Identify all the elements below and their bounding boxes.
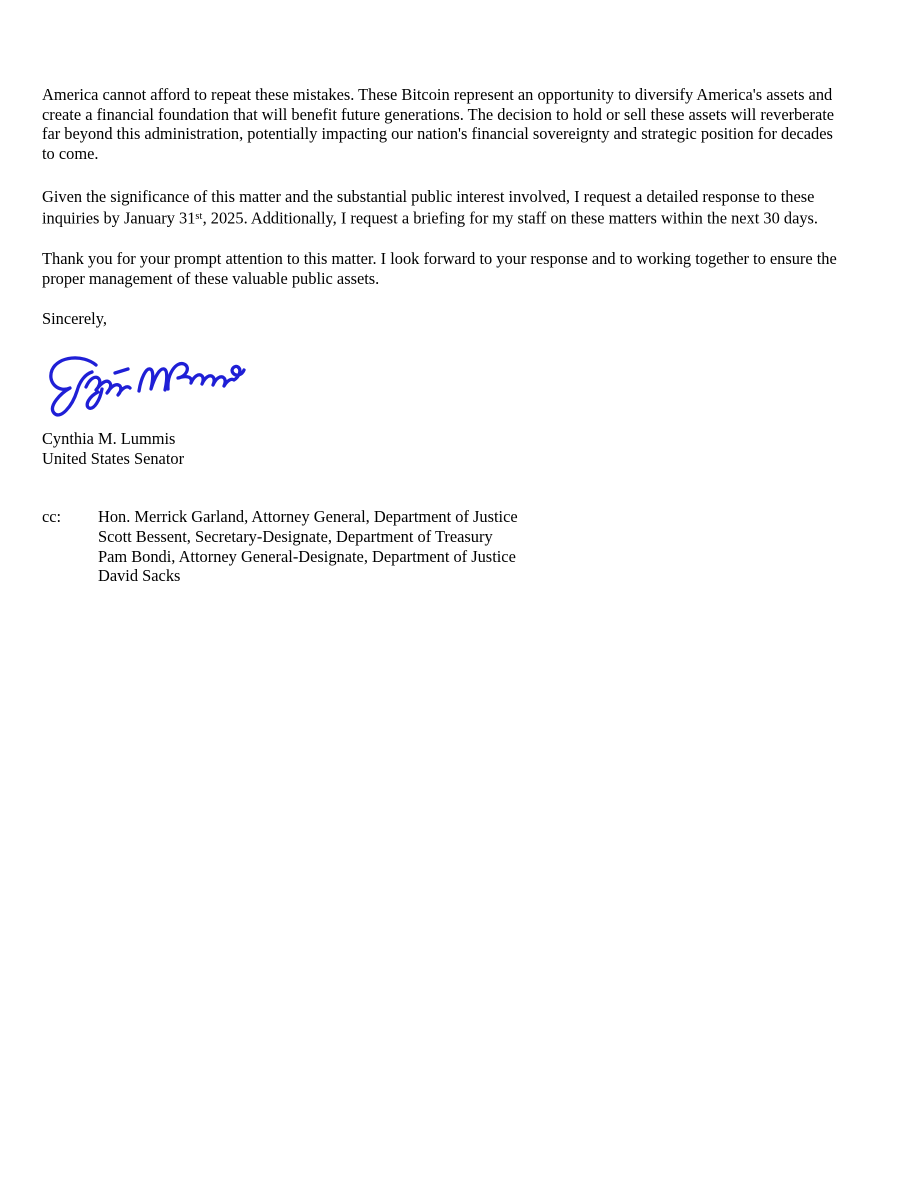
date-text: inquiries by January 31: [42, 207, 196, 227]
signature-svg: [42, 351, 264, 421]
signer-name: Cynthia M. Lummis: [42, 428, 176, 448]
signature-stroke: [87, 389, 102, 408]
signature-block: [42, 429, 876, 469]
signature-stroke: [86, 377, 130, 395]
cc-label: cc:: [42, 507, 62, 527]
ordinal-superscript: st: [195, 210, 203, 222]
cc-list: [98, 507, 518, 586]
text-line: Given the significance of this matter and the substantial public interest involved, I request a detailed response to these: [42, 187, 815, 206]
cc-recipient: Hon. Merrick Garland, Attorney General, Department of Justice: [98, 507, 518, 527]
body-paragraph-3: [42, 249, 876, 288]
text-line: [42, 207, 876, 228]
cc-block: [42, 507, 876, 586]
text-line: Thank you for your prompt attention to this matter. I look forward to your response and to working together to ensure the: [42, 249, 837, 269]
text-line: far beyond this administration, potentially impacting our nation's financial sovereignty and strategic position for decades: [42, 124, 833, 143]
cc-recipient: Pam Bondi, Attorney General-Designate, Department of Justice: [98, 546, 516, 566]
text-line: create a financial foundation that will benefit future generations. The decision to hold or sell these assets will reverberate: [42, 104, 835, 124]
cc-recipient: David Sacks: [98, 566, 181, 586]
text-line: proper management of these valuable public assets.: [42, 268, 380, 288]
text-continuation: , 2025. Additionally, I request a briefing for my staff on these matters within the next 30 days.: [202, 207, 819, 227]
text-line: to come.: [42, 143, 99, 163]
text-line: America cannot afford to repeat these mistakes. These Bitcoin represent an opportunity to diversify America's assets and: [42, 85, 833, 104]
signature-stroke: [115, 369, 128, 373]
signature-image: [42, 351, 264, 421]
body-paragraph-2: [42, 187, 876, 227]
signer-title: United States Senator: [42, 448, 185, 468]
body-paragraph-1: [42, 85, 876, 163]
cc-recipient: Scott Bessent, Secretary-Designate, Department of Treasury: [98, 527, 493, 547]
signature-stroke: [168, 363, 244, 388]
closing-salutation: Sincerely,: [42, 309, 107, 329]
signature-stroke: [139, 369, 167, 391]
